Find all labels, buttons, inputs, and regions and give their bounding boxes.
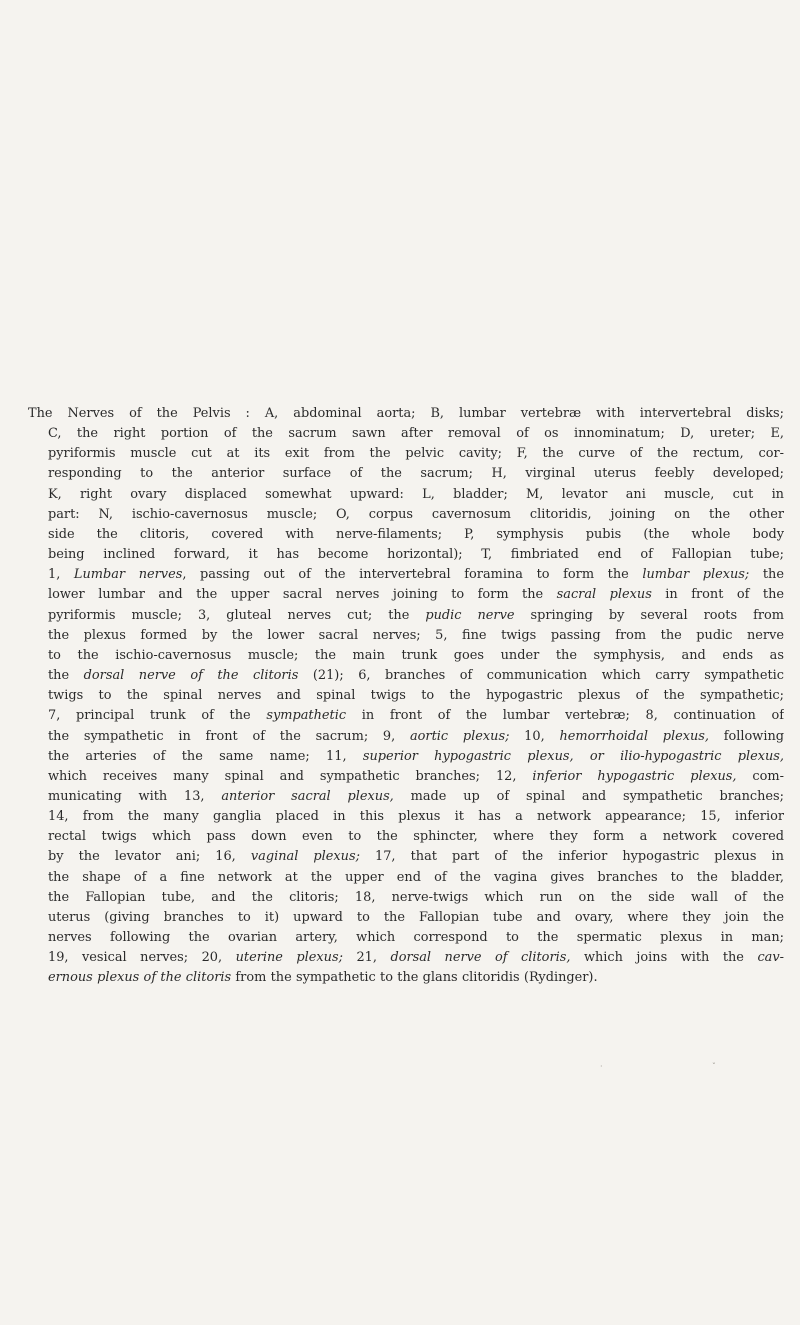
caption-text: following — [709, 728, 784, 744]
caption-line — [28, 626, 784, 646]
caption-text: 17, that part of the inferior hypogastric plexus in — [359, 849, 784, 865]
caption-line — [28, 706, 784, 726]
caption-line — [28, 928, 784, 948]
caption-line — [28, 868, 784, 888]
caption-line — [28, 646, 784, 666]
caption-line — [28, 666, 784, 686]
caption-line — [28, 686, 784, 706]
caption-line — [28, 485, 784, 505]
caption-text: to the ischio-cavernosus muscle; the main trunk goes under the symphysis, and ends as — [48, 647, 784, 663]
caption-text: responding to the anterior surface of the sacrum; H, virginal uterus feebly developed; — [48, 466, 784, 482]
caption-text: pyriformis muscle; 3, gluteal nerves cut; the — [48, 607, 426, 623]
caption-italic-text: dorsal nerve of the clitoris — [83, 668, 299, 684]
caption-italic-text: pudic nerve — [425, 607, 515, 623]
caption-text: which joins with the — [570, 950, 758, 966]
caption-line — [28, 888, 784, 908]
caption-text: in front of the — [651, 587, 784, 603]
caption-italic-text: superior hypogastric plexus, or ilio-hypogastric plexus, — [362, 748, 784, 764]
caption-text: which receives many spinal and sympathetic branches; 12, — [48, 768, 533, 784]
caption-text: pyriformis muscle cut at its exit from the pelvic cavity; F, the curve of the rectum, cor- — [48, 446, 784, 462]
caption-text: nerves following the ovarian artery, which correspond to the spermatic plexus in man; — [48, 930, 784, 946]
caption-italic-text: cav- — [757, 950, 784, 966]
caption-line — [28, 464, 784, 484]
caption-line — [28, 444, 784, 464]
scan-specks: · ˇ — [600, 1062, 716, 1071]
caption-text: K, right ovary displaced somewhat upward: L, bladder; M, levator ani muscle, cut in — [48, 486, 784, 502]
caption-line — [28, 747, 784, 767]
caption-italic-text: aortic plexus; — [409, 728, 510, 744]
caption-line — [28, 606, 784, 626]
caption-text: the — [48, 668, 84, 684]
caption-text: C, the right portion of the sacrum sawn after removal of os innominatum; D, ureter; E, — [48, 426, 784, 442]
caption-italic-text: lumbar plexus; — [642, 567, 750, 583]
caption-text: the — [749, 567, 784, 583]
caption-italic-text: anterior sacral plexus, — [221, 788, 394, 804]
caption-text: , passing out of the intervertebral foramina to form the — [182, 567, 643, 583]
caption-italic-text: hemorrhoidal plexus, — [559, 728, 709, 744]
caption-italic-text: uterine plexus; — [235, 950, 343, 966]
figure-caption — [28, 404, 784, 989]
caption-italic-text: sacral plexus — [556, 587, 652, 603]
caption-italic-text: Lumbar nerves — [73, 567, 183, 583]
caption-text: uterus (giving branches to it) upward to the Fallopian tube and ovary, where they join the — [48, 909, 784, 925]
caption-text: springing by several roots from — [514, 607, 784, 623]
caption-line — [28, 908, 784, 928]
caption-text: 21, — [342, 950, 391, 966]
caption-italic-text: vaginal plexus; — [250, 849, 360, 865]
caption-line — [28, 787, 784, 807]
caption-line — [28, 565, 784, 585]
caption-line — [28, 525, 784, 545]
caption-line — [28, 404, 784, 424]
caption-text: the Fallopian tube, and the clitoris; 18, nerve-twigs which run on the side wall of the — [48, 889, 784, 905]
caption-italic-text: dorsal nerve of clitoris, — [390, 950, 571, 966]
caption-text: part: N, ischio-cavernosus muscle; O, corpus cavernosum clitoridis, joining on the other — [48, 506, 784, 522]
caption-text: by the levator ani; 16, — [48, 849, 251, 865]
caption-line — [28, 807, 784, 827]
caption-text: 7, principal trunk of the — [48, 708, 267, 724]
caption-line — [28, 827, 784, 847]
caption-italic-text: ernous plexus of the clitoris — [48, 970, 232, 986]
caption-text: from the sympathetic to the glans clitoridis (Rydinger). — [231, 970, 598, 986]
caption-text: lower lumbar and the upper sacral nerves joining to form the — [48, 587, 557, 603]
caption-text: municating with 13, — [48, 788, 222, 804]
caption-text: made up of spinal and sympathetic branches; — [393, 788, 784, 804]
caption-text: rectal twigs which pass down even to the sphincter, where they form a network covered — [48, 829, 784, 845]
caption-line — [28, 727, 784, 747]
caption-text: 19, vesical nerves; 20, — [48, 950, 236, 966]
caption-line — [28, 505, 784, 525]
caption-text: (21); 6, branches of communication which carry sympathetic — [298, 668, 784, 684]
caption-italic-text: sympathetic — [266, 708, 347, 724]
caption-line — [28, 847, 784, 867]
caption-italic-text: inferior hypogastric plexus, — [532, 768, 737, 784]
caption-text: the plexus formed by the lower sacral nerves; 5, fine twigs passing from the pudic nerve — [48, 627, 784, 643]
caption-text: twigs to the spinal nerves and spinal twigs to the hypogastric plexus of the sympathetic; — [48, 688, 784, 704]
caption-line — [28, 585, 784, 605]
caption-text: com- — [736, 768, 784, 784]
caption-line — [28, 767, 784, 787]
caption-line — [28, 545, 784, 565]
caption-text: the shape of a fine network at the upper end of the vagina gives branches to the bladder, — [48, 869, 784, 885]
caption-text: the sympathetic in front of the sacrum; 9, — [48, 728, 410, 744]
caption-text: the arteries of the same name; 11, — [48, 748, 363, 764]
caption-line — [28, 968, 784, 988]
caption-text: The Nerves of the Pelvis : A, abdominal aorta; B, lumbar vertebræ with intervertebral disks; — [28, 406, 784, 421]
caption-line — [28, 948, 784, 968]
caption-text: being inclined forward, it has become horizontal); T, fimbriated end of Fallopian tube; — [48, 547, 784, 563]
caption-text: 10, — [509, 728, 560, 744]
caption-line — [28, 424, 784, 444]
caption-text: in front of the lumbar vertebræ; 8, continuation of — [346, 708, 784, 724]
caption-text: 1, — [48, 567, 74, 583]
caption-text: 14, from the many ganglia placed in this plexus it has a network appearance; 15, inferior — [48, 809, 784, 825]
caption-text: side the clitoris, covered with nerve-filaments; P, symphysis pubis (the whole body — [48, 526, 784, 542]
